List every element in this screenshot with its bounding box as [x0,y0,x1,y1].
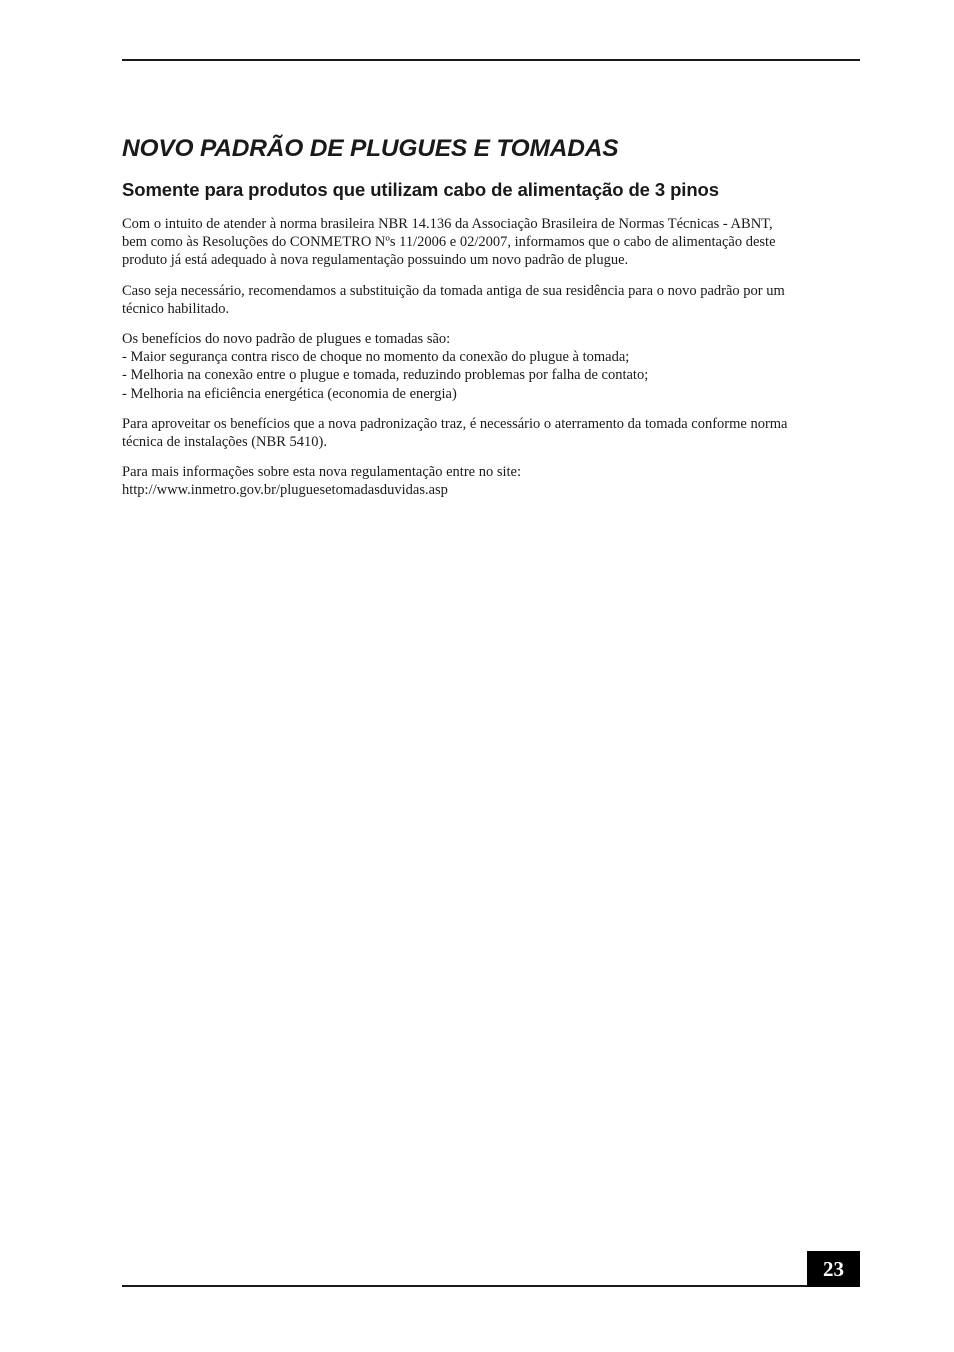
info-url: http://www.inmetro.gov.br/pluguesetomadasduvidas.asp [122,482,448,499]
paragraph-line: bem como às Resoluções do CONMETRO Nºs 11/2006 e 02/2007, informamos que o cabo de alimentação deste [122,234,776,251]
section-subtitle: Somente para produtos que utilizam cabo de alimentação de 3 pinos [122,179,719,200]
benefit-item: - Melhoria na eficiência energética (economia de energia) [122,385,457,402]
paragraph-line: Os benefícios do novo padrão de plugues e tomadas são: [122,331,451,348]
paragraph-line: técnica de instalações (NBR 5410). [122,434,327,451]
page-number: 23 [807,1251,860,1287]
paragraph-grounding [122,415,860,451]
benefit-item: - Maior segurança contra risco de choque no momento da conexão do plugue à tomada; [122,349,630,366]
paragraph-benefits [122,330,860,403]
paragraph-line: Para aproveitar os benefícios que a nova padronização traz, é necessário o aterramento da tomada conforme norma [122,415,788,432]
paragraph-line: Com o intuito de atender à norma brasileira NBR 14.136 da Associação Brasileira de Normas Técnicas - ABNT, [122,216,773,232]
paragraph-intro [122,215,860,270]
benefit-item: - Melhoria na conexão entre o plugue e tomada, reduzindo problemas por falha de contato; [122,367,649,384]
paragraph-line: produto já está adequado à nova regulamentação possuindo um novo padrão de plugue. [122,252,629,269]
header-rule [122,59,860,61]
paragraph-recommendation [122,282,860,318]
paragraph-line: Para mais informações sobre esta nova regulamentação entre no site: [122,464,521,481]
page-title: NOVO PADRÃO DE PLUGUES E TOMADAS [122,135,619,162]
footer-rule [122,1285,860,1287]
paragraph-line: Caso seja necessário, recomendamos a substituição da tomada antiga de sua residência para o novo padrão por um [122,282,785,299]
page-content [122,134,860,500]
paragraph-more-info [122,463,860,499]
paragraph-line: técnico habilitado. [122,300,230,317]
